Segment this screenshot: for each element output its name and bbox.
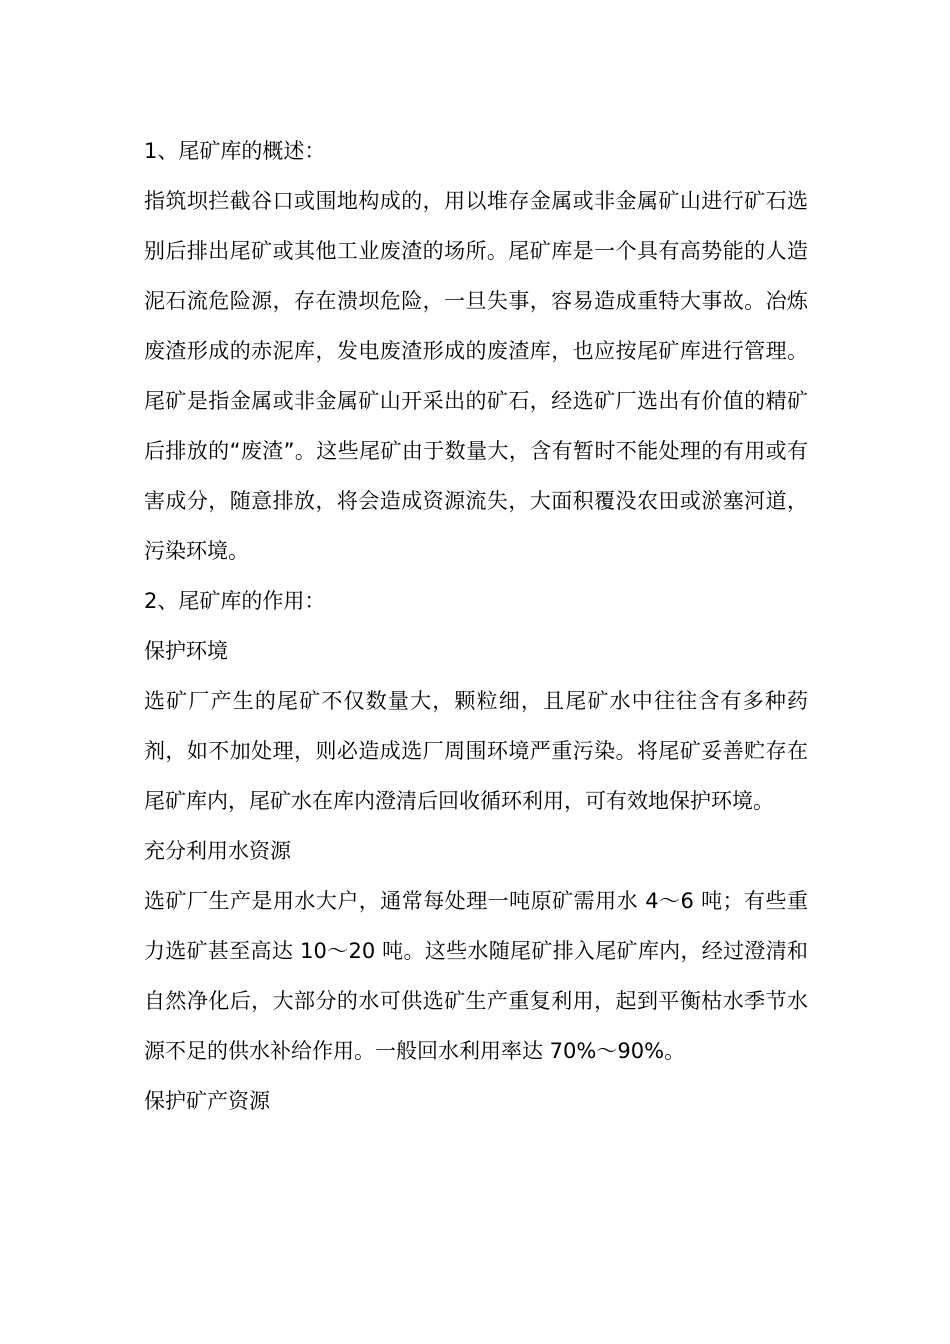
subheading-water-resources: 充分利用水资源 [144, 839, 291, 863]
subheading-protect-environment: 保护环境 [144, 639, 228, 663]
paragraph-water-resources: 选矿厂生产是用水大户，通常每处理一吨原矿需用水 4～6 吨；有些重力选矿甚至高达 10～20 吨。这些水随尾矿排入尾矿库内，经过澄清和自然净化后，大部分的水可供选矿生产重复利用，起到平衡枯水季节水源不足的供水补给作用。一般回水利用率达 70%～90%。 [144, 889, 808, 1063]
paragraph-protect-environment: 选矿厂产生的尾矿不仅数量大，颗粒细，且尾矿水中往往含有多种药剂，如不加处理，则必造成选厂周围环境严重污染。将尾矿妥善贮存在尾矿库内，尾矿水在库内澄清后回收循环利用，可有效地保护环境。 [144, 689, 808, 813]
subheading-mineral-resources: 保护矿产资源 [144, 1089, 270, 1113]
document-body [144, 126, 808, 1126]
section-heading-overview: 1、尾矿库的概述： [144, 139, 326, 163]
section-heading-function: 2、尾矿库的作用： [144, 589, 326, 613]
paragraph-overview: 指筑坝拦截谷口或围地构成的，用以堆存金属或非金属矿山进行矿石选别后排出尾矿或其他工业废渣的场所。尾矿库是一个具有高势能的人造泥石流危险源，存在溃坝危险，一旦失事，容易造成重特大事故。冶炼废渣形成的赤泥库，发电废渣形成的废渣库，也应按尾矿库进行管理。尾矿是指金属或非金属矿山开采出的矿石，经选矿厂选出有价值的精矿后排放的“废渣”。这些尾矿由于数量大，含有暂时不能处理的有用或有害成分，随意排放，将会造成资源流失，大面积覆没农田或淤塞河道，污染环境。 [144, 189, 808, 563]
